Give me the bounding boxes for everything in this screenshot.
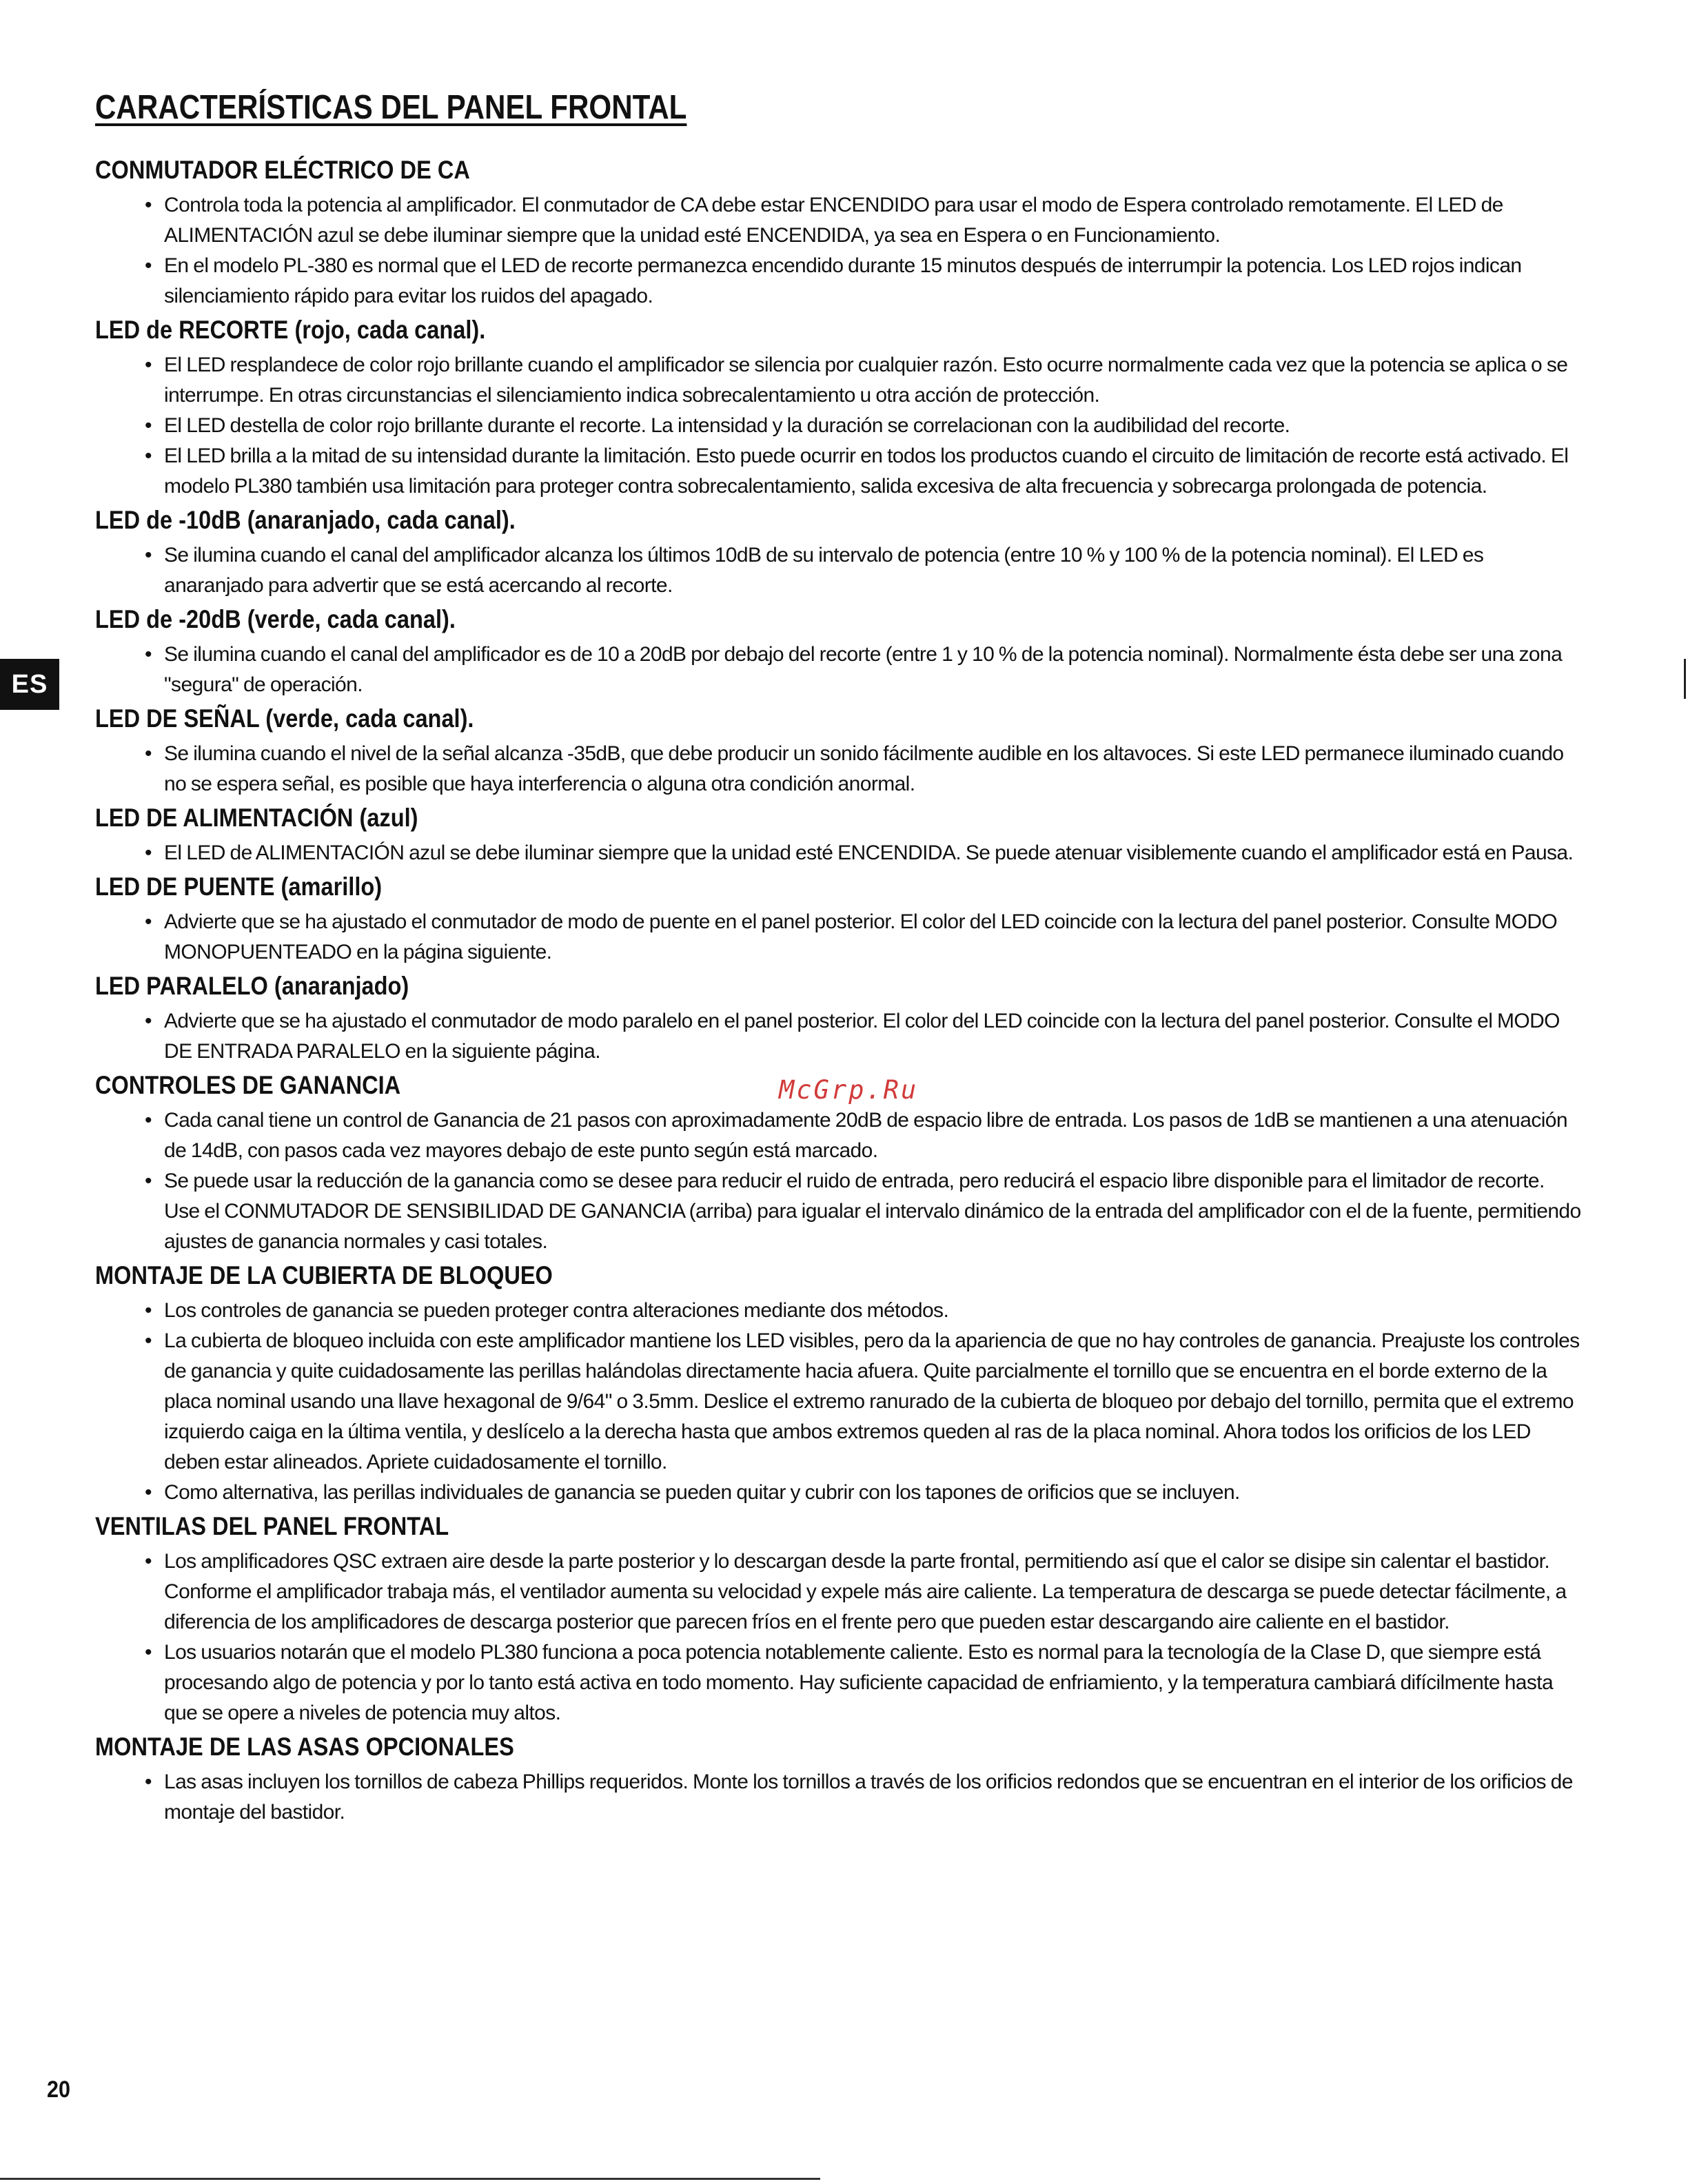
section-heading: CONTROLES DE GANANCIA bbox=[95, 1071, 401, 1099]
bullet-list bbox=[95, 1105, 1584, 1257]
sections-container bbox=[95, 153, 1584, 1828]
bullet-item: • Las asas incluyen los tornillos de cabeza Phillips requeridos. Monte los tornillos a través de los orificios redondos que se encuentran en el interior de los orificios de montaje del bastidor. bbox=[145, 1767, 1584, 1828]
section bbox=[95, 1730, 1584, 1828]
section-heading: MONTAJE DE LAS ASAS OPCIONALES bbox=[95, 1733, 514, 1761]
section-heading: LED DE ALIMENTACIÓN (azul) bbox=[95, 804, 418, 832]
section bbox=[95, 602, 1584, 700]
bullet-list bbox=[95, 838, 1584, 868]
bullet-list bbox=[95, 739, 1584, 799]
section-heading: LED de RECORTE (rojo, cada canal). bbox=[95, 316, 486, 344]
bullet-item: • El LED brilla a la mitad de su intensidad durante la limitación. Esto puede ocurrir en todos los productos cuando el circuito de limitación de recorte está activado. El modelo PL380 también usa limitación para proteger contra sobrecalentamiento, salida excesiva de alta frecuencia y sobrecarga prolongada de potencia. bbox=[145, 441, 1584, 502]
section-heading: LED DE SEÑAL (verde, cada canal). bbox=[95, 704, 474, 733]
section bbox=[95, 969, 1584, 1067]
bullet-list bbox=[95, 540, 1584, 601]
bullet-item: • Los amplificadores QSC extraen aire desde la parte posterior y lo descargan desde la parte frontal, permitiendo así que el calor se disipe sin calentar el bastidor. Conforme el amplificador trabaja más, el ventilador aumenta su velocidad y expele más aire caliente. La temperatura de descarga se puede detectar fácilmente, a diferencia de los amplificadores de descarga posterior que parecen fríos en el frente pero que pueden estar descargando aire caliente en el bastidor. bbox=[145, 1547, 1584, 1637]
page-title: CARACTERÍSTICAS DEL PANEL FRONTAL bbox=[95, 89, 687, 126]
bullet-list bbox=[95, 640, 1584, 700]
bullet-item: • Se ilumina cuando el canal del amplificador es de 10 a 20dB por debajo del recorte (entre 1 y 10 % de la potencia nominal). Normalmente ésta debe ser una zona "segura" de operación. bbox=[145, 640, 1584, 700]
section-heading: LED DE PUENTE (amarillo) bbox=[95, 872, 383, 901]
bottom-rule bbox=[0, 2178, 820, 2180]
bullet-list bbox=[95, 350, 1584, 502]
bullet-item: • Cada canal tiene un control de Ganancia de 21 pasos con aproximadamente 20dB de espacio libre de entrada. Los pasos de 1dB se mantienen a una atenuación de 14dB, con pasos cada vez mayores debajo de este punto según está marcado. bbox=[145, 1105, 1584, 1166]
section-heading: LED de -10dB (anaranjado, cada canal). bbox=[95, 506, 516, 534]
section bbox=[95, 702, 1584, 799]
bullet-item: • Se ilumina cuando el canal del amplificador alcanza los últimos 10dB de su intervalo de potencia (entre 10 % y 100 % de la potencia nominal). El LED es anaranjado para advertir que se está acercando al recorte. bbox=[145, 540, 1584, 601]
bullet-item: • Se puede usar la reducción de la ganancia como se desee para reducir el ruido de entrada, pero reducirá el espacio libre disponible para el limitador de recorte. Use el CONMUTADOR DE SENSIBILIDAD DE GANANCIA (arriba) para igualar el intervalo dinámico de la entrada del amplificador con el de la fuente, permitiendo ajustes de ganancia normales y casi totales. bbox=[145, 1166, 1584, 1257]
section bbox=[95, 503, 1584, 601]
page-number: 20 bbox=[47, 2076, 71, 2103]
margin-mark bbox=[1684, 659, 1686, 699]
bullet-item: • Los controles de ganancia se pueden proteger contra alteraciones mediante dos métodos. bbox=[145, 1296, 1584, 1326]
bullet-list bbox=[95, 1767, 1584, 1828]
section-heading: VENTILAS DEL PANEL FRONTAL bbox=[95, 1512, 449, 1540]
bullet-item: • Se ilumina cuando el nivel de la señal alcanza -35dB, que debe producir un sonido fácilmente audible en los altavoces. Si este LED permanece iluminado cuando no se espera señal, es posible que haya interferencia o alguna otra condición anormal. bbox=[145, 739, 1584, 799]
section bbox=[95, 801, 1584, 868]
watermark: McGrp.Ru bbox=[779, 1075, 919, 1105]
section bbox=[95, 313, 1584, 502]
language-tab: ES bbox=[0, 659, 59, 710]
section bbox=[95, 1509, 1584, 1728]
section bbox=[95, 870, 1584, 968]
bullet-list bbox=[95, 1547, 1584, 1728]
bullet-list bbox=[95, 907, 1584, 968]
page-content bbox=[95, 85, 1584, 1829]
section bbox=[95, 153, 1584, 312]
bullet-list bbox=[95, 1006, 1584, 1067]
bullet-item: • El LED resplandece de color rojo brillante cuando el amplificador se silencia por cualquier razón. Esto ocurre normalmente cada vez que la potencia se aplica o se interrumpe. En otras circunstancias el silenciamiento indica sobrecalentamiento u otra acción de protección. bbox=[145, 350, 1584, 411]
bullet-item: • Como alternativa, las perillas individuales de ganancia se pueden quitar y cubrir con los tapones de orificios que se incluyen. bbox=[145, 1478, 1584, 1508]
bullet-item: • El LED de ALIMENTACIÓN azul se debe iluminar siempre que la unidad esté ENCENDIDA. Se puede atenuar visiblemente cuando el amplificador está en Pausa. bbox=[145, 838, 1584, 868]
bullet-item: • Advierte que se ha ajustado el conmutador de modo de puente en el panel posterior. El color del LED coincide con la lectura del panel posterior. Consulte MODO MONOPUENTEADO en la página siguiente. bbox=[145, 907, 1584, 968]
section bbox=[95, 1258, 1584, 1508]
bullet-item: • Advierte que se ha ajustado el conmutador de modo paralelo en el panel posterior. El color del LED coincide con la lectura del panel posterior. Consulte el MODO DE ENTRADA PARALELO en la siguiente página. bbox=[145, 1006, 1584, 1067]
bullet-item: • Controla toda la potencia al amplificador. El conmutador de CA debe estar ENCENDIDO para usar el modo de Espera controlado remotamente. El LED de ALIMENTACIÓN azul se debe iluminar siempre que la unidad esté ENCENDIDA, ya sea en Espera o en Funcionamiento. bbox=[145, 190, 1584, 251]
section-heading: LED de -20dB (verde, cada canal). bbox=[95, 605, 456, 633]
bullet-item: • Los usuarios notarán que el modelo PL380 funciona a poca potencia notablemente caliente. Esto es normal para la tecnología de la Clase D, que siempre está procesando algo de potencia y por lo tanto está activa en todo momento. Hay suficiente capacidad de enfriamiento, y la temperatura cambiará difícilmente hasta que se opere a niveles de potencia muy altos. bbox=[145, 1637, 1584, 1728]
section-heading: MONTAJE DE LA CUBIERTA DE BLOQUEO bbox=[95, 1261, 553, 1289]
bullet-item: • La cubierta de bloqueo incluida con este amplificador mantiene los LED visibles, pero da la apariencia de que no hay controles de ganancia. Preajuste los controles de ganancia y quite cuidadosamente las perillas halándolas directamente hacia afuera. Quite parcialmente el tornillo que se encuentra en el borde externo de la placa nominal usando una llave hexagonal de 9/64" o 3.5mm. Deslice el extremo ranurado de la cubierta de bloqueo por debajo del tornillo, permita que el extremo izquierdo caiga en la última ventila, y deslícelo a la derecha hasta que ambos extremos queden al ras de la placa nominal. Ahora todos los orificios de los LED deben estar alineados. Apriete cuidadosamente el tornillo. bbox=[145, 1326, 1584, 1478]
section-heading: LED PARALELO (anaranjado) bbox=[95, 972, 409, 1000]
bullet-list bbox=[95, 190, 1584, 312]
bullet-list bbox=[95, 1296, 1584, 1508]
section-heading: CONMUTADOR ELÉCTRICO DE CA bbox=[95, 156, 470, 184]
bullet-item: • En el modelo PL-380 es normal que el LED de recorte permanezca encendido durante 15 minutos después de interrumpir la potencia. Los LED rojos indican silenciamiento rápido para evitar los ruidos del apagado. bbox=[145, 251, 1584, 312]
bullet-item: • El LED destella de color rojo brillante durante el recorte. La intensidad y la duración se correlacionan con la audibilidad del recorte. bbox=[145, 411, 1584, 441]
